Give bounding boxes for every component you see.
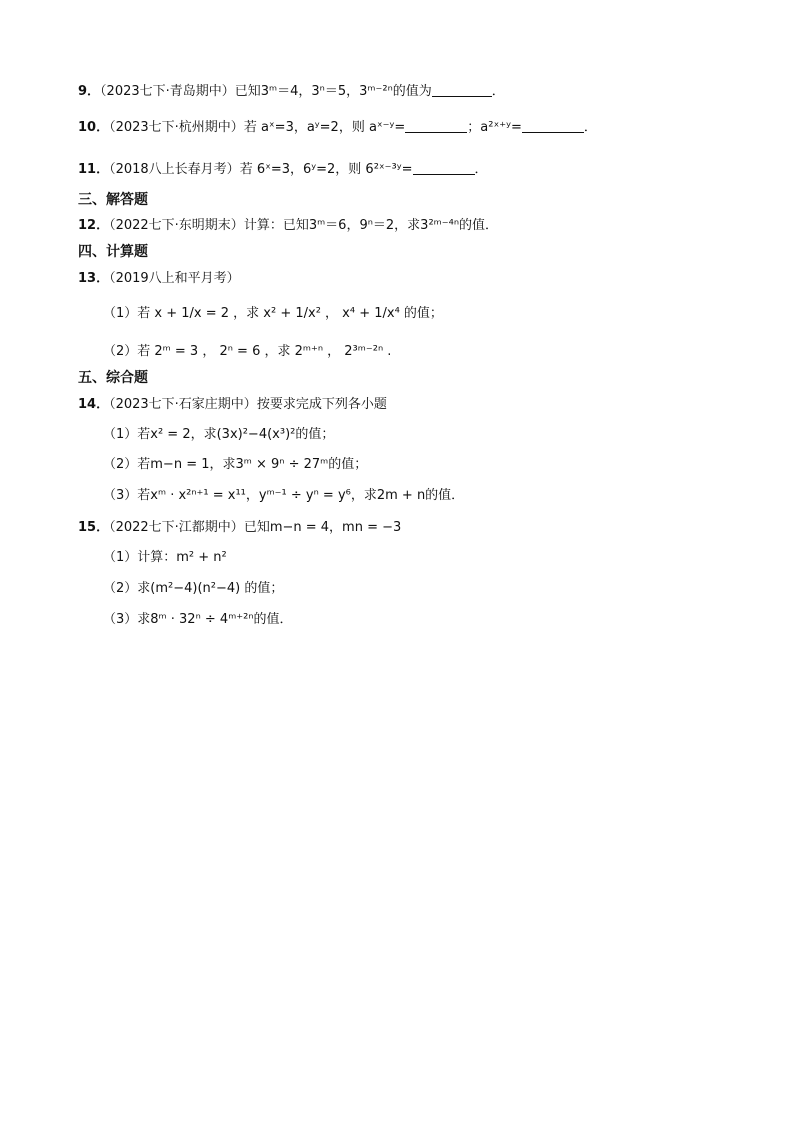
problem-14-part-1: （1）若x² = 2，求(3x)²−4(x³)²的值；	[103, 427, 335, 442]
problem-15-part-2: （2）求(m²−4)(n²−4) 的值；	[103, 581, 284, 596]
problem-14: 14．（2023七下·石家庄期中）按要求完成下列各小题	[78, 397, 387, 412]
problem-14-part-3: （3）若xᵐ · x²ⁿ⁺¹ = x¹¹，yᵐ⁻¹ ÷ yⁿ = y⁶，求2m + n的值．	[103, 488, 465, 503]
answer-blank	[413, 162, 475, 175]
problem-13-part-1: （1）若 x + 1/x = 2 ，求 x² + 1/x² ， x⁴ + 1/x⁴ 的值；	[103, 306, 443, 321]
problem-11: 11．（2018八上长春月考）若 6ˣ=3，6ʸ=2，则 6²ˣ⁻³ʸ= ．	[78, 162, 488, 177]
problem-11-text: 若 6ˣ=3，6ʸ=2，则 6²ˣ⁻³ʸ=	[239, 162, 413, 177]
answer-blank	[522, 120, 584, 133]
problem-14-part-2: （2）若m−n = 1，求3ᵐ × 9ⁿ ÷ 27ᵐ的值；	[103, 457, 368, 472]
problem-10: 10．（2023七下·杭州期中）若 aˣ=3，aʸ=2，则 aˣ⁻ʸ= ；a²ˣ⁺ʸ= ．	[78, 120, 597, 135]
answer-blank	[405, 120, 467, 133]
problem-9-text: 已知3ᵐ＝4，3ⁿ＝5，3ᵐ⁻²ⁿ的值为	[234, 84, 432, 99]
problem-15-text: 已知m−n = 4，mn = −3	[243, 520, 402, 535]
answer-blank	[432, 84, 492, 97]
problem-10-text: 若 aˣ=3，aʸ=2，则 aˣ⁻ʸ=	[243, 120, 406, 135]
section-heading-5: 五、综合题	[78, 370, 148, 386]
problem-15-part-1: （1）计算：m² + n²	[103, 550, 227, 565]
problem-13: 13．（2019八上和平月考）	[78, 271, 240, 286]
section-heading-3: 三、解答题	[78, 192, 148, 208]
problem-14-text: 按要求完成下列各小题	[256, 397, 387, 412]
problem-15-part-3: （3）求8ᵐ · 32ⁿ ÷ 4ᵐ⁺²ⁿ的值．	[103, 612, 293, 627]
problem-15: 15．（2022七下·江都期中）已知m−n = 4，mn = −3	[78, 520, 402, 535]
problem-12-text: 计算：已知3ᵐ＝6，9ⁿ＝2，求3²ᵐ⁻⁴ⁿ的值．	[243, 218, 499, 233]
problem-12: 12．（2022七下·东明期末）计算：已知3ᵐ＝6，9ⁿ＝2，求3²ᵐ⁻⁴ⁿ的值．	[78, 218, 499, 233]
section-heading-4: 四、计算题	[78, 244, 148, 260]
problem-9: 9．（2023七下·青岛期中）已知3ᵐ＝4，3ⁿ＝5，3ᵐ⁻²ⁿ的值为 ．	[78, 84, 505, 99]
problem-13-part-2: （2）若 2ᵐ = 3 ， 2ⁿ = 6 ，求 2ᵐ⁺ⁿ ， 2³ᵐ⁻²ⁿ .	[103, 344, 392, 359]
